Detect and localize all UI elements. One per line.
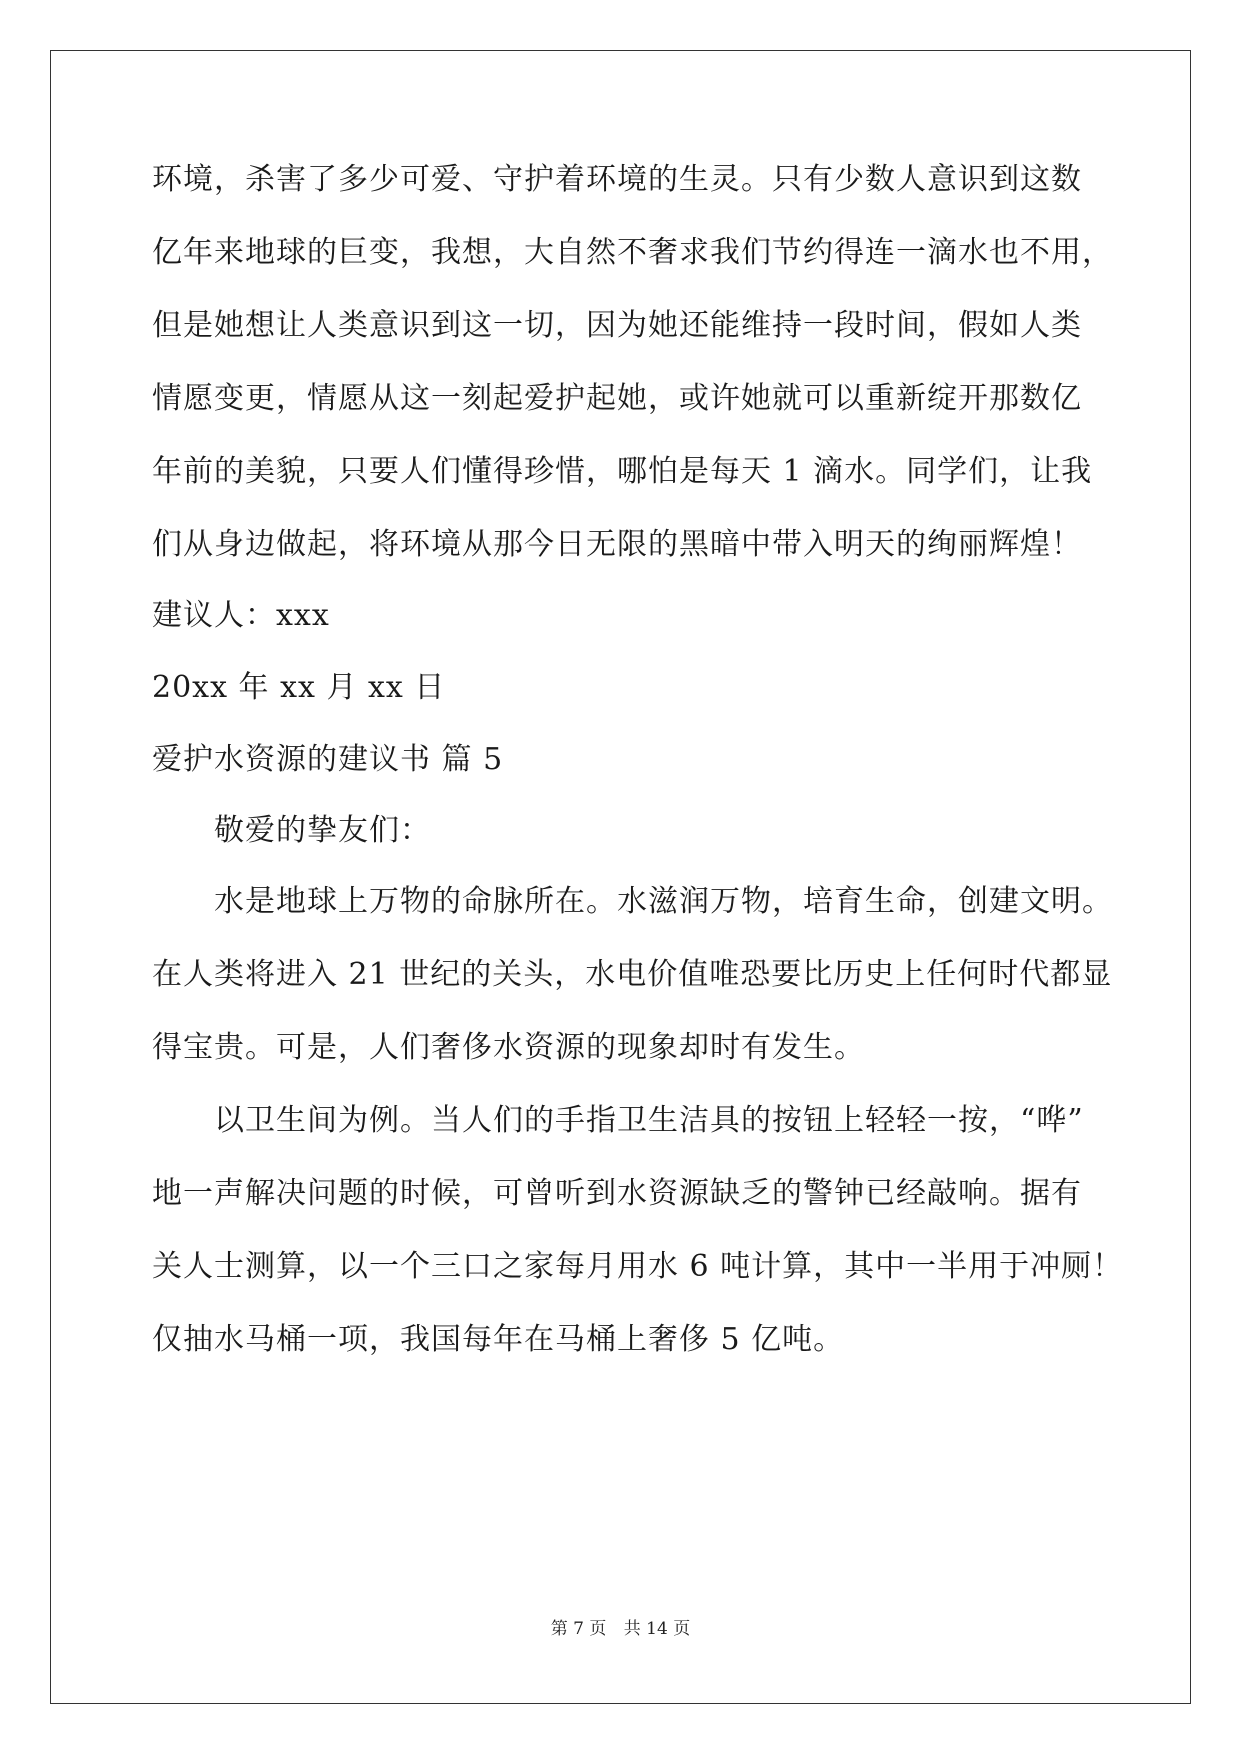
proposer-signature: 建议人：xxx [152, 598, 330, 633]
paragraph-line: 亿年来地球的巨变，我想，大自然不奢求我们节约得连一滴水也不用， [152, 235, 1113, 270]
paragraph-line: 但是她想让人类意识到这一切，因为她还能维持一段时间，假如人类 [152, 308, 1082, 343]
section-title: 爱护水资源的建议书 篇 5 [152, 742, 504, 777]
paragraph-line: 环境，杀害了多少可爱、守护着环境的生灵。只有少数人意识到这数 [152, 162, 1082, 197]
document-date: 20xx 年 xx 月 xx 日 [152, 670, 446, 705]
salutation: 敬爱的挚友们： [214, 813, 431, 848]
paragraph-line: 年前的美貌，只要人们懂得珍惜，哪怕是每天 1 滴水。同学们，让我 [152, 454, 1093, 489]
page-count: 共 14 页 [623, 1619, 691, 1639]
page-border [50, 50, 1191, 1704]
paragraph-line: 得宝贵。可是，人们奢侈水资源的现象却时有发生。 [152, 1030, 865, 1065]
paragraph-line: 们从身边做起，将环境从那今日无限的黑暗中带入明天的绚丽辉煌！ [152, 527, 1082, 562]
paragraph-line: 地一声解决问题的时候，可曾听到水资源缺乏的警钟已经敲响。据有 [152, 1176, 1082, 1211]
paragraph-line: 关人士测算，以一个三口之家每月用水 6 吨计算，其中一半用于冲厕！ [152, 1249, 1124, 1284]
paragraph-line: 在人类将进入 21 世纪的关头，水电价值唯恐要比历史上任何时代都显 [152, 957, 1113, 992]
paragraph-line: 水是地球上万物的命脉所在。水滋润万物，培育生命，创建文明。 [214, 884, 1113, 919]
page-footer [0, 1617, 1241, 1641]
paragraph-line: 以卫生间为例。当人们的手指卫生洁具的按钮上轻轻一按，“哗” [214, 1103, 1084, 1138]
paragraph-line: 情愿变更，情愿从这一刻起爱护起她，或许她就可以重新绽开那数亿 [152, 381, 1082, 416]
paragraph-line: 仅抽水马桶一项，我国每年在马桶上奢侈 5 亿吨。 [152, 1322, 845, 1357]
page-number: 第 7 页 [550, 1619, 607, 1639]
